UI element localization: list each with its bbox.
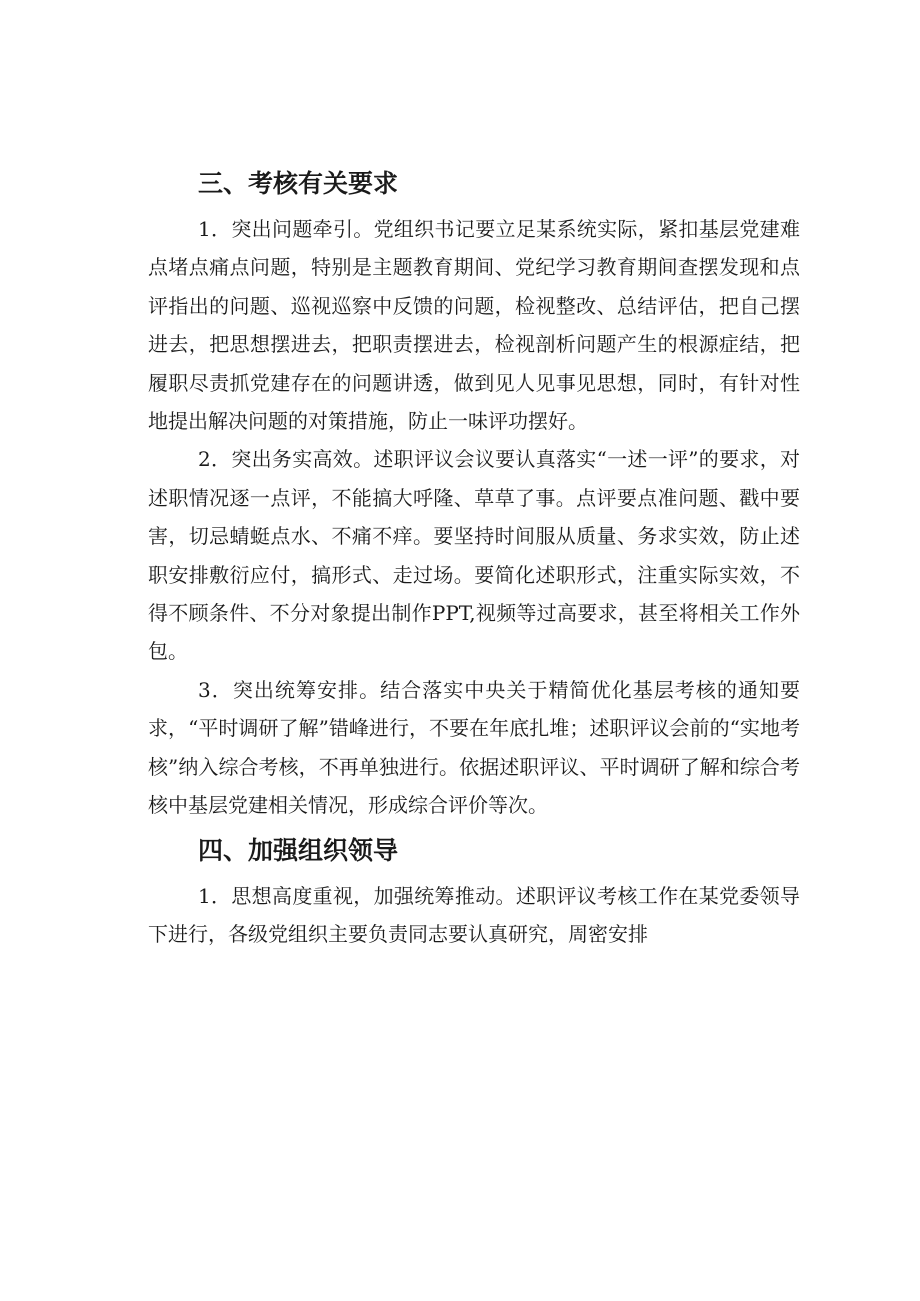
paragraph-problem-orientation: 1．突出问题牵引。党组织书记要立足某系统实际，紧扣基层党建难点堵点痛点问题，特别是主题教育期间、党纪学习教育期间查摆发现和点评指出的问题、巡视巡察中反馈的问题，检视整改、总结评估，把自己摆进去，把思想摆进去，把职责摆进去，检视剖析问题产生的根源症结，把履职尽责抓党建存在的问题讲透，做到见人见事见思想，同时，有针对性地提出解决问题的对策措施，防止一味评功摆好。 [148,217,800,434]
paragraph-practical-efficiency: 2．突出务实高效。述职评议会议要认真落实“一述一评”的要求，对述职情况逐一点评，不能搞大呼隆、草草了事。点评要点准问题、戳中要害，切忌蜻蜓点水、不痛不痒。要坚持时间服从质量、务求实效，防止述职安排敷衍应付，搞形式、走过场。要简化述职形式，注重实际实效，不得不顾条件、不分对象提出制作PPT,视频等过高要求，甚至将相关工作外包。 [148,447,800,664]
document-page [148,158,800,953]
section-heading-assessment-requirements: 三、考核有关要求 [198,169,399,198]
paragraph-ideological-attention: 1．思想高度重视，加强统筹推动。述职评议考核工作在某党委领导下进行，各级党组织主要负责同志要认真研究，周密安排 [148,883,800,946]
paragraph-overall-planning: 3．突出统筹安排。结合落实中央关于精简优化基层考核的通知要求，“平时调研了解”错峰进行，不要在年底扎堆；述职评议会前的“实地考核”纳入综合考核，不再单独进行。依据述职评议、平时调研了解和综合考核中基层党建相关情况，形成综合评价等次。 [148,677,800,818]
section-heading-organizational-leadership: 四、加强组织领导 [198,835,399,865]
